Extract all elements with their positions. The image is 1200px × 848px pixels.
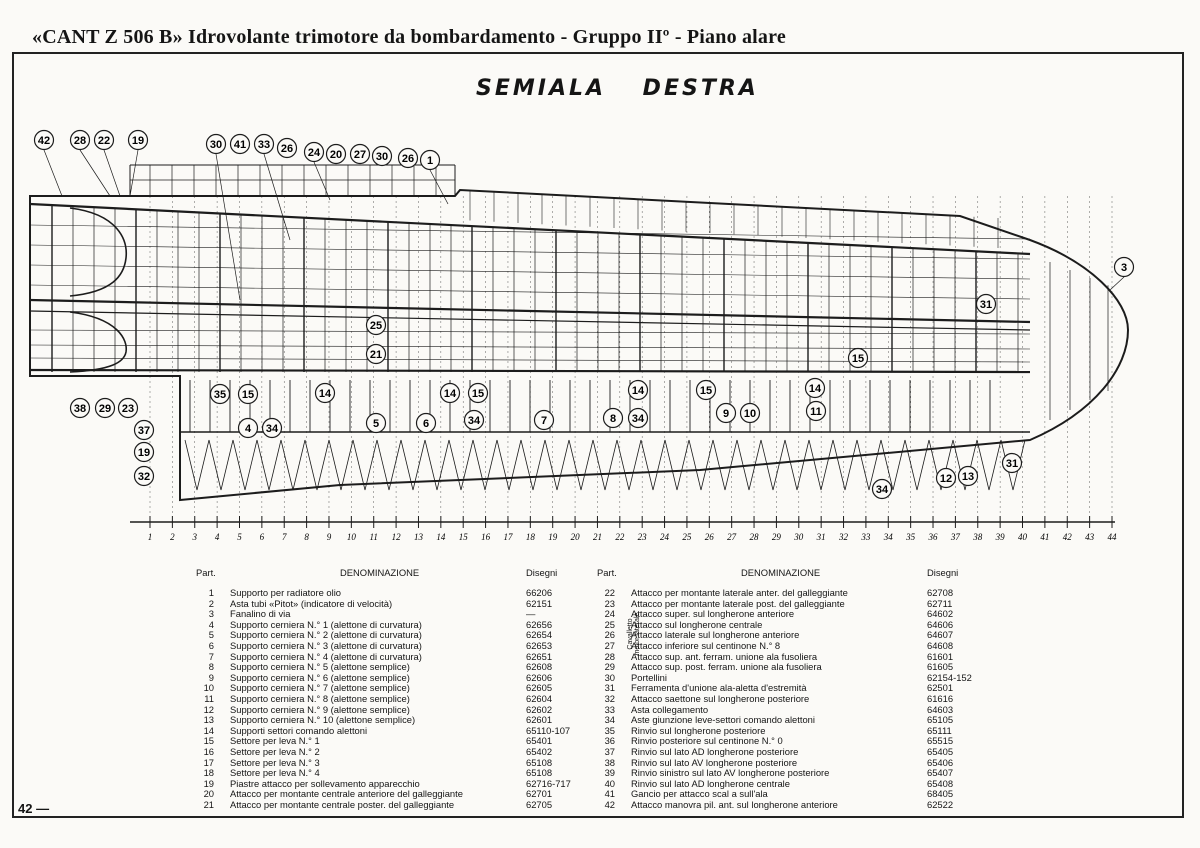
callout-number: 1 [426,155,434,167]
part-name: Attacco sul longherone centrale [631,619,763,630]
aileron-truss [641,440,665,490]
callout-number: 29 [98,403,112,415]
station-label: 1 [147,532,153,542]
part-name: Supporto cerniera N.° 3 (alettone di curvatura) [230,640,422,651]
station-label: 26 [704,532,714,542]
part-drawing-number: 61616 [927,692,954,704]
part-number: 29 [604,661,615,673]
aileron-truss [665,440,689,490]
wing-stringer [30,345,1030,349]
part-number: 3 [208,608,214,620]
center-spar [30,300,1030,322]
callout-number: 3 [1120,262,1128,274]
part-drawing-number: 68405 [927,788,954,800]
callout-number: 9 [722,408,730,420]
station-label: 13 [413,532,423,542]
part-drawing-number: 62711 [927,597,953,609]
part-number: 18 [203,767,214,779]
callout-number: 27 [353,149,367,161]
part-name: Rinvio sinistro sul lato AV longherone posteriore [631,768,830,779]
part-name: Attacco inferiore sul centinone N.° 8 [631,640,781,651]
part-drawing-number: 65405 [927,745,954,757]
part-name: Supporto cerniera N.° 4 (alettone di curvatura) [230,651,422,662]
callout-number: 13 [961,471,975,483]
callout-number: 8 [609,413,617,425]
aileron-truss [185,440,209,490]
callout-number: 23 [121,403,135,415]
station-label: 36 [928,532,938,542]
part-number: 32 [604,692,615,704]
aileron-truss [449,440,473,490]
part-name: Supporto per radiatore olio [230,588,342,598]
part-drawing-number: 62653 [526,639,553,651]
callout-number: 5 [372,418,380,430]
station-label: 10 [346,532,356,542]
part-drawing-number: 62501 [927,682,954,694]
drawing-title: SEMIALA DESTRA [476,76,759,101]
part-name: Ferramenta d'unione ala-aletta d'estremità [631,683,807,694]
aileron-truss [233,440,257,490]
part-number: 5 [208,629,214,641]
part-number: 22 [604,587,615,598]
leader-line [1110,277,1124,290]
part-number: 12 [203,703,214,715]
callout-number: 15 [241,389,255,401]
station-label: 7 [281,532,287,542]
station-label: 35 [906,532,916,542]
station-label: 2 [170,532,175,542]
callout-number: 14 [443,388,457,400]
part-drawing-number: 65108 [526,767,553,779]
part-number: 16 [203,745,214,757]
callout-number: 4 [244,423,252,435]
station-label: 12 [391,532,401,542]
part-drawing-number: 65406 [927,756,954,768]
wing-stringer [30,285,1030,299]
aileron-truss [977,440,1001,490]
part-drawing-number: — [526,608,536,620]
station-label: 43 [1085,532,1095,542]
part-name: Attacco per montante centrale poster. del galleggiante [230,799,455,810]
callout-number: 34 [875,484,889,496]
callout-number: 30 [209,139,223,151]
callout-number: 21 [369,349,383,361]
part-number: 13 [203,714,214,726]
part-number: 19 [203,777,214,789]
part-number: 23 [604,597,615,609]
part-name: Attacco per montante centrale anteriore del galleggiante [230,789,463,800]
aileron-truss [329,440,353,490]
part-name: Rinvio sul lato AD longherone centrale [631,778,790,789]
part-name: Supporto cerniera N.° 7 (alettone semplice) [230,683,410,694]
callout-number: 31 [979,299,993,311]
aileron-truss [209,440,233,490]
station-label: 42 [1062,532,1072,542]
col-header-part: Part. [597,567,617,578]
aileron-truss [785,440,809,490]
part-name: Rinvio sul longherone posteriore [631,725,766,736]
station-label: 9 [326,532,332,542]
document-title: «CANT Z 506 B» Idrovolante trimotore da bombardamento - Gruppo IIº - Piano alare [32,26,786,48]
callout-number: 11 [810,406,822,418]
station-label: 27 [727,532,737,542]
aileron-truss [305,440,329,490]
part-name: Gancio per attacco scal a sull'ala [631,789,768,800]
part-number: 33 [604,703,615,715]
station-label: 5 [237,532,242,542]
part-number: 36 [604,735,615,747]
page-number: 42 — [18,801,50,816]
part-name: Supporto cerniera N.° 1 (alettone di curvatura) [230,619,422,630]
aileron-truss [905,440,929,490]
leader-line [314,162,330,200]
part-drawing-number: 62716-717 [526,777,571,789]
station-label: 18 [525,532,535,542]
part-name: Supporto cerniera N.° 8 (alettone semplice) [230,693,410,704]
part-drawing-number: 62656 [526,618,553,630]
part-drawing-number: 66206 [526,587,553,598]
part-name: Attacco per montante laterale post. del galleggiante [631,598,845,609]
callout-number: 14 [318,388,332,400]
callout-number: 14 [808,383,822,395]
part-name: Supporto cerniera N.° 2 (alettone di curvatura) [230,630,422,641]
callout-number: 19 [131,135,145,147]
station-label: 6 [259,532,265,542]
station-label: 40 [1018,532,1028,542]
station-label: 34 [883,532,893,542]
aileron-truss [593,440,617,490]
part-name: Piastre attacco per sollevamento apparecchio [230,778,420,789]
callout-number: 33 [257,139,271,151]
part-drawing-number: 64607 [927,629,954,641]
part-name: Supporto cerniera N.° 10 (alettone semplice) [230,715,416,726]
part-name: Rinvio sul lato AV longherone posteriore [631,757,798,768]
wing-stringer [30,225,1030,239]
station-label: 39 [995,532,1005,542]
part-drawing-number: 62151 [526,597,553,609]
part-drawing-number: 62522 [927,798,954,810]
part-drawing-number: 62654 [526,629,553,641]
aileron-truss [281,440,305,490]
part-number: 20 [203,788,214,800]
part-drawing-number: 62701 [526,788,553,800]
callout-number: 38 [73,403,87,415]
part-number: 41 [604,788,615,800]
part-number: 30 [604,671,615,683]
part-drawing-number: 65108 [526,756,553,768]
part-number: 21 [203,798,214,810]
aileron-truss [545,440,569,490]
part-drawing-number: 65110-107 [526,724,571,736]
part-name: Aste giunzione leve-settori comando alettoni [631,715,815,726]
part-drawing-number: 62705 [526,798,553,810]
leader-line [80,150,110,196]
part-number: 11 [204,692,214,704]
part-drawing-number: 62602 [526,703,553,715]
station-label: 30 [794,532,804,542]
part-number: 40 [604,777,615,789]
part-number: 14 [203,724,214,736]
callout-number: 26 [280,143,294,155]
aileron-truss [713,440,737,490]
station-label: 28 [749,532,759,542]
callout-number: 31 [1005,458,1019,470]
col-header-name: DENOMINAZIONE [741,567,821,578]
part-number: 10 [203,682,214,694]
station-label: 22 [615,532,625,542]
callout-number: 28 [73,135,87,147]
leader-line [44,150,62,196]
part-number: 17 [203,756,214,768]
part-name: Asta tubi «Pitot» (indicatore di velocità) [230,598,393,609]
part-name: Supporto cerniera N.° 5 (alettone semplice) [230,662,410,673]
station-label: 32 [839,532,849,542]
part-number: 37 [604,745,615,757]
aileron-truss [617,440,641,490]
aileron-truss [833,440,857,490]
group-label: Cavalletto motor laterale [627,612,641,656]
part-drawing-number: 65408 [927,777,954,789]
station-label: 4 [214,532,220,542]
part-number: 2 [208,597,214,609]
part-name: Asta collegamento [631,704,709,715]
callout-number: 25 [369,320,383,332]
aileron-truss [257,440,281,490]
part-drawing-number: 64606 [927,618,954,630]
station-label: 11 [369,532,378,542]
station-label: 20 [570,532,580,542]
part-name: Settore per leva N.° 1 [230,736,320,747]
part-drawing-number: 64608 [927,639,954,651]
part-number: 8 [208,661,214,673]
part-number: 24 [604,608,615,620]
callout-number: 26 [401,153,415,165]
part-number: 42 [604,798,615,810]
callout-number: 41 [233,139,247,151]
station-label: 44 [1107,532,1117,542]
part-name: Supporti settori comando alettoni [230,725,368,736]
rear-spar [30,370,1030,372]
part-drawing-number: 62601 [526,714,553,726]
part-name: Supporto cerniera N.° 9 (alettone semplice) [230,704,410,715]
callout-number: 15 [851,353,865,365]
callout-number: 6 [422,418,430,430]
leader-line [430,170,448,204]
col-header-name: DENOMINAZIONE [340,567,420,578]
part-drawing-number: 65402 [526,745,553,757]
callout-number: 30 [375,151,389,163]
wing-stringer [30,358,1030,362]
callout-number: 24 [307,147,321,159]
part-name: Attacco laterale sul longherone anteriore [631,630,800,641]
part-drawing-number: 62606 [526,671,553,683]
part-name: Attacco saettone sul longherone posteriore [631,693,810,704]
station-label: 37 [950,532,960,542]
callout-number: 37 [137,425,151,437]
part-name: Rinvio sul lato AD longherone posteriore [631,746,799,757]
part-number: 7 [208,650,214,662]
part-name: Attacco sup. ant. ferram. unione ala fusoliera [631,651,818,662]
part-name: Supporto cerniera N.° 6 (alettone semplice) [230,672,410,683]
part-number: 9 [208,671,214,683]
callout-number: 15 [699,385,713,397]
part-number: 38 [604,756,615,768]
station-label: 3 [192,532,197,542]
part-drawing-number: 62608 [526,661,553,673]
part-drawing-number: 65401 [526,735,553,747]
part-number: 27 [604,639,615,651]
part-drawing-number: 65111 [927,724,952,736]
callout-number: 34 [631,413,645,425]
callout-number: 42 [37,135,51,147]
part-name: Rinvio posteriore sul centinone N.° 0 [631,736,783,747]
part-number: 39 [604,767,615,779]
station-label: 21 [592,532,602,542]
aileron-truss [425,440,449,490]
station-label: 41 [1040,532,1050,542]
station-label: 24 [660,532,670,542]
part-drawing-number: 64602 [927,608,954,620]
part-name: Fanalino di via [230,609,291,620]
part-name: Settore per leva N.° 4 [230,768,320,779]
callout-number: 32 [137,471,151,483]
station-label: 19 [548,532,558,542]
leader-line [130,150,138,196]
part-drawing-number: 65105 [927,714,954,726]
col-header-drawings: Disegni [927,567,959,578]
station-label: 31 [816,532,826,542]
part-drawing-number: 62154-152 [927,671,972,683]
part-number: 15 [203,735,214,747]
part-drawing-number: 61601 [927,650,954,662]
callout-number: 10 [743,408,757,420]
callout-number: 14 [631,385,645,397]
part-number: 31 [604,682,615,694]
station-label: 23 [637,532,647,542]
part-drawing-number: 62708 [927,587,954,598]
callout-number: 15 [471,388,485,400]
station-label: 33 [861,532,871,542]
station-label: 25 [682,532,692,542]
part-number: 6 [208,639,214,651]
part-drawing-number: 64603 [927,703,954,715]
part-number: 1 [208,587,214,598]
station-label: 29 [771,532,781,542]
part-name: Attacco manovra pil. ant. sul longherone anteriore [631,799,838,810]
aileron-truss [521,440,545,490]
part-number: 26 [604,629,615,641]
root-frame [70,208,126,296]
station-label: 8 [304,532,309,542]
part-name: Attacco sup. post. ferram. unione ala fusoliera [631,662,822,673]
part-name: Attacco super. sul longherone anteriore [631,609,795,620]
center-spar [30,311,1030,330]
station-label: 16 [481,532,491,542]
part-number: 28 [604,650,615,662]
callout-number: 34 [467,415,481,427]
part-name: Portellini [631,672,667,683]
station-label: 14 [436,532,446,542]
callout-number: 34 [265,423,279,435]
root-frame [70,312,126,372]
part-number: 35 [604,724,615,736]
aileron-truss [473,440,497,490]
callout-number: 35 [213,389,227,401]
callout-number: 19 [137,447,151,459]
part-number: 25 [604,618,615,630]
part-drawing-number: 61605 [927,661,954,673]
part-drawing-number: 65407 [927,767,954,779]
part-name: Settore per leva N.° 3 [230,757,320,768]
part-name: Settore per leva N.° 2 [230,746,320,757]
part-number: 4 [208,618,214,630]
col-header-drawings: Disegni [526,567,558,578]
part-drawing-number: 62604 [526,692,553,704]
wing-stringer [30,265,1030,279]
callout-number: 22 [97,135,111,147]
aileron-truss [353,440,377,490]
station-label: 17 [503,532,513,542]
part-drawing-number: 62605 [526,682,553,694]
callout-number: 20 [329,149,343,161]
part-name: Attacco per montante laterale anter. del galleggiante [631,588,848,598]
station-label: 38 [973,532,983,542]
leader-line [104,150,120,196]
wing-stringer [30,330,1030,334]
station-label: 15 [458,532,468,542]
callout-number: 12 [939,473,953,485]
part-number: 34 [604,714,615,726]
col-header-part: Part. [196,567,216,578]
aileron-truss [497,440,521,490]
part-drawing-number: 62651 [526,650,553,662]
part-drawing-number: 65515 [927,735,954,747]
callout-number: 7 [540,415,548,427]
aileron-truss [569,440,593,490]
